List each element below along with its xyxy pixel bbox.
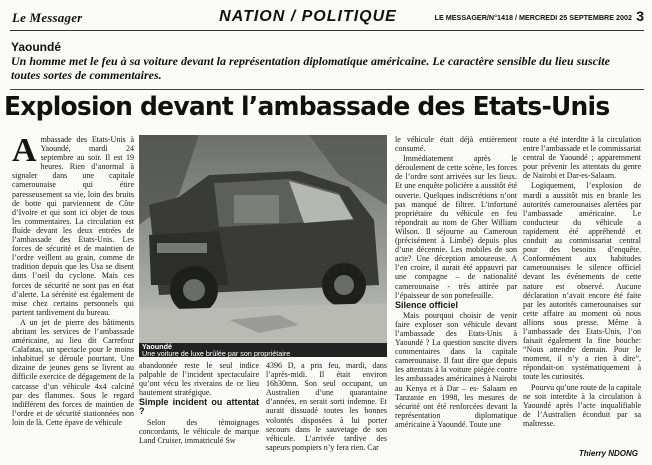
paragraph: 4396 D, a pris feu, mardi, dans l’après-midi. Il était environ 16h30mn. Son seul occupant, un Australien d’une quarantaine d’années, en serait sorti indemne. Et aurait dissuadé toutes les bonnes volontés disposées à lui porter secours dans le sauvetage de son véhicule. L’arrivée tardive des sapeurs pompiers n’y fera rien. Car [266, 361, 387, 452]
article-column-4 [395, 135, 517, 457]
article-column-5 [523, 135, 641, 447]
paragraph: Pourvu qu’une route de la capitale ne soit interdite à la circulation à Yaoundé après l’acte inqualifiable de l’Australien éconduit par sa maîtresse. [523, 382, 641, 428]
paragraph: Selon des témoignages concordants, le véhicule de marque Land Cruiser, immatriculé Sw [139, 417, 259, 445]
paragraph: abandonnée reste le seul indice palpable de l’incident spectaculaire qu’ont vécu les riverains de ce lieu hautement stratégique. [139, 361, 259, 398]
article-photo [139, 135, 387, 357]
caption-text: Une voiture de luxe brûlée par son propriétaire [142, 349, 291, 358]
paragraph: Immédiatement après le déroulement de cette scène, les forces de l’ordre sont arrivées sur les lieux. Et une enquête policière a aussitôt été ouverte. Quelques indiscrétions n’ont pas manqué de filtrer. L’infortuné propriétaire du véhicule en feu répondrait au nom de Gher William Wilson. Il séjourne au Cameroun (précisément à Limbé) depuis plus d’une décennie. Les mobiles de son acte? Une déception amoureuse. A l’en croire, il aurait été appauvri par une compagne – de nationalité camerounaise - très attirée par l’épaisseur de son portefeuille. [395, 154, 517, 300]
article-column-2 [139, 361, 259, 461]
paragraph: Logiquement, l’explosion de mardi a aussitôt mis en branle les autorités camerounaises alertées par l’ambassade américaine. Le conducteur du véhicule a rapidement été appréhendé et conduit au commissariat central pour des besoins d’enquête. Conformément aux habitudes camerounaises le silence officiel devant les événements de cette nature est observé. Aucune déclaration n’avait encore été faite par les autorités camerounaises sur cette affaire au moment où nous allions sous presse. Même à l’ambassade des Etats-Unis, l’on faisait également la fine bouche: “Nous attendre demain. Pour le moment, il n’y a rien à dire”, répondait-on systématiquement à toute les curiosités. [523, 181, 641, 382]
drop-cap: A [12, 132, 37, 169]
section-title: NATION / POLITIQUE [219, 8, 397, 25]
caption-place: Yaoundé [142, 342, 172, 351]
paragraph: Mais pourquoi choisir de venir faire exploser son véhicule devant l’ambassade des Etats-Unis à Yaoundé ? La question suscite divers commentaires dans la capitale camerounaise. Il faut dire que depuis les attentats à la voiture piégée contre les ambassades américaines à Nairobi au Kenya et à Dar – es- Salaam en Tanzanie en 1998, les mesures de sécurité ont été renforcées devant la représentation diplomatique américaine à Yaoundé. Toute une [395, 310, 517, 429]
newspaper-logo: Le Messager [12, 10, 83, 25]
dateline-city: Yaoundé [11, 40, 62, 54]
photo-caption [139, 343, 387, 357]
article-kicker: Un homme met le feu à sa voiture devant la représentation diplomatique américaine. Le caractère sensible du lieu suscite toutes sortes de commentaires. [11, 54, 610, 82]
burned-car-photo [139, 135, 387, 357]
masthead [10, 8, 644, 31]
article-headline: Explosion devant l’ambassade des Etats-Unis [4, 92, 610, 122]
page-number: 3 [636, 8, 644, 24]
divider [10, 89, 644, 90]
article-column-1 [12, 132, 134, 457]
issue-info: LE MESSAGER/N°1418 / MERCREDI 25 SEPTEMBRE 2002 [434, 13, 632, 22]
subheading: Simple incident ou attentat ? [139, 397, 259, 417]
paragraph: le véhicule était déjà entièrement consumé. [395, 135, 517, 154]
paragraph: A un jet de pierre des bâtiments abritant les services de l’ambassade américaine, au lieu dit Carrefour Calafatas, un spectacle pour le moins inhabituel se déroule pourtant. Une dizaine de jeunes gens se livrent au difficile exercice de dégagement de la carcasse d’un véhicule 4x4 calciné par des flammes. Sous le regard indifférent des forces de maintien de l’ordre et de sécurité stationnées non loin de là. Cette épave de véhicule [12, 317, 134, 427]
byline: Thierry NDONG [578, 449, 638, 458]
subheading: Silence officiel [395, 299, 459, 310]
paragraph: mbassade des Etats-Unis à Yaoundé, mardi 24 septembre au soir. Il est 19 heures. Rien d’anormal à signaler dans une capitale camerounaise qui étire paresseusement sa vie, loin des bruits de botte qui parviennent de Côte d’Ivoire et qui sont ici objet de tous les commentaires. La circulation est fluide devant les deux entrées de l’ambassade des Etats-Unis. Les forces de sécurité et de maintien de l’ordre veillent au grain, comme de tradition depuis que les Usa se disent dans l’oeil du cyclone. Mais ces forces de sécurité ne sont pas en état d’alerte. La sérénité est également de mise chez certains personnels qui partent tardivement du bureau. [12, 135, 134, 317]
article-column-3 [266, 361, 387, 461]
paragraph: route a été interdite à la circulation entre l’ambassade et le commissariat central de Yaoundé ; apparemment pour prévenir les attentats du genre de Nairobi et Dar-es-Salaam. [523, 135, 641, 181]
